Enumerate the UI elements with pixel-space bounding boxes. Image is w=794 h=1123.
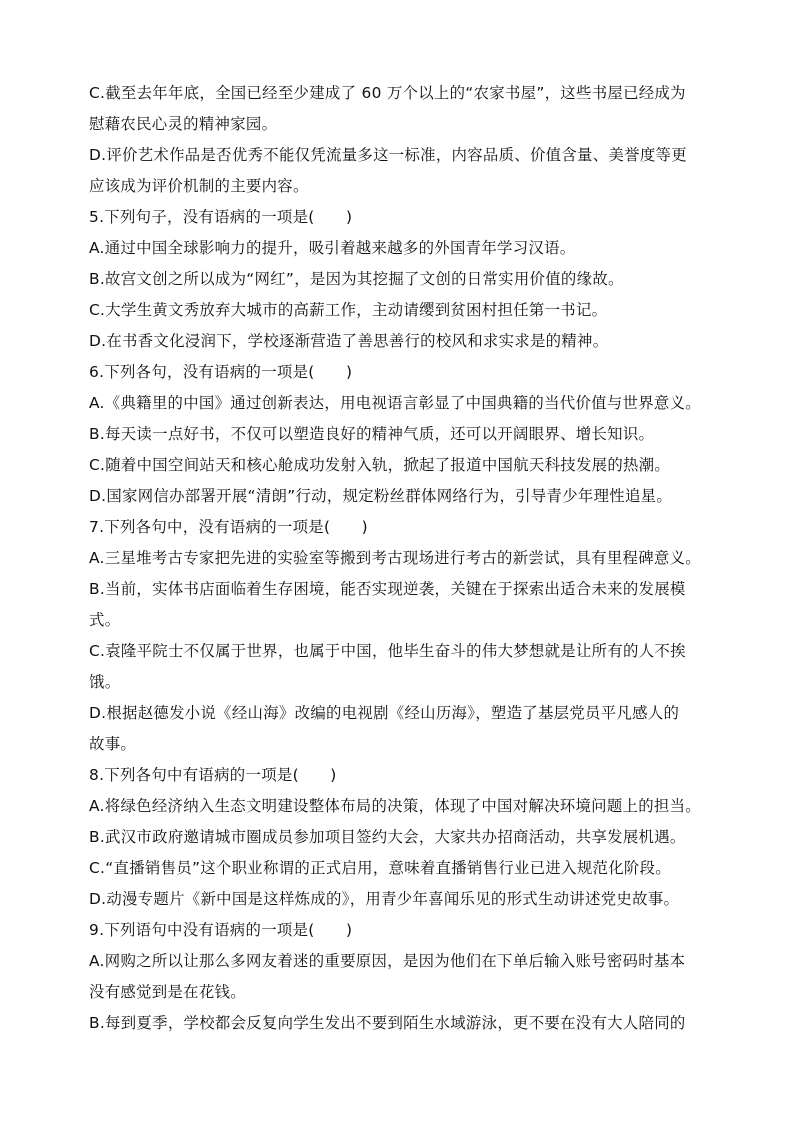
option-line: B.当前，实体书店面临着生存困境，能否实现逆袭，关键在于探索出适合未来的发展模 bbox=[89, 580, 686, 598]
text-line: 应该成为评价机制的主要内容。 bbox=[89, 177, 309, 195]
option-line: D.根据赵德发小说《经山海》改编的电视剧《经山历海》，塑造了基层党员平凡感人的 bbox=[89, 704, 680, 722]
option-line: B.故宫文创之所以成为“网红”，是因为其挖掘了文创的日常实用价值的缘故。 bbox=[89, 270, 624, 288]
option-line: B.武汉市政府邀请城市圈成员参加项目签约大会，大家共办招商活动，共享发展机遇。 bbox=[89, 828, 686, 846]
option-line: B.每天读一点好书，不仅可以塑造良好的精神气质，还可以开阔眼界、增长知识。 bbox=[89, 425, 655, 443]
option-line: 没有感觉到是在花钱。 bbox=[89, 983, 246, 1001]
question-text-block bbox=[89, 78, 715, 1039]
option-line: C.大学生黄文秀放弃大城市的高薪工作，主动请缨到贫困村担任第一书记。 bbox=[89, 301, 608, 319]
option-line: B.每到夏季，学校都会反复向学生发出不要到陌生水域游泳，更不要在没有大人陪同的 bbox=[89, 1014, 686, 1032]
option-line: A.三星堆考古专家把先进的实验室等搬到考古现场进行考古的新尝试，具有里程碑意义。 bbox=[89, 549, 701, 567]
option-line: D.国家网信办部署开展“清朗”行动，规定粉丝群体网络行为，引导青少年理性追星。 bbox=[89, 487, 673, 505]
option-line: D.动漫专题片《新中国是这样炼成的》，用青少年喜闻乐见的形式生动讲述党史故事。 bbox=[89, 890, 680, 908]
option-line: C.袁隆平院士不仅属于世界，也属于中国，他毕生奋斗的伟大梦想就是让所有的人不挨 bbox=[89, 642, 686, 660]
question-stem: 6.下列各句，没有语病的一项是( ) bbox=[89, 363, 353, 381]
text-line: C.截至去年年底，全国已经至少建成了 60 万个以上的“农家书屋”，这些书屋已经成为 bbox=[89, 84, 686, 102]
question-stem: 9.下列语句中没有语病的一项是( ) bbox=[89, 921, 353, 939]
option-line: 式。 bbox=[89, 611, 121, 629]
option-line: A.将绿色经济纳入生态文明建设整体布局的决策，体现了中国对解决环境问题上的担当。 bbox=[89, 797, 701, 815]
option-line: D.在书香文化浸润下，学校逐渐营造了善思善行的校风和求实求是的精神。 bbox=[89, 332, 609, 350]
question-stem: 8.下列各句中有语病的一项是( ) bbox=[89, 766, 337, 784]
question-stem: 7.下列各句中，没有语病的一项是( ) bbox=[89, 518, 368, 536]
option-line: 故事。 bbox=[89, 735, 137, 753]
option-line: A.通过中国全球影响力的提升，吸引着越来越多的外国青年学习汉语。 bbox=[89, 239, 576, 257]
question-stem: 5.下列句子，没有语病的一项是( ) bbox=[89, 208, 353, 226]
option-line: C.“直播销售员”这个职业称谓的正式启用，意味着直播销售行业已进入规范化阶段。 bbox=[89, 859, 671, 877]
option-line: C.随着中国空间站天和核心舱成功发射入轨，掀起了报道中国航天科技发展的热潮。 bbox=[89, 456, 671, 474]
option-line: A.《典籍里的中国》通过创新表达，用电视语言彰显了中国典籍的当代价值与世界意义。 bbox=[89, 394, 701, 412]
option-line: 饿。 bbox=[89, 673, 121, 691]
text-line: D.评价艺术作品是否优秀不能仅凭流量多这一标准，内容品质、价值含量、美誉度等更 bbox=[89, 146, 687, 164]
option-line: A.网购之所以让那么多网友着迷的重要原因，是因为他们在下单后输入账号密码时基本 bbox=[89, 952, 686, 970]
text-line: 慰藉农民心灵的精神家园。 bbox=[89, 115, 278, 133]
